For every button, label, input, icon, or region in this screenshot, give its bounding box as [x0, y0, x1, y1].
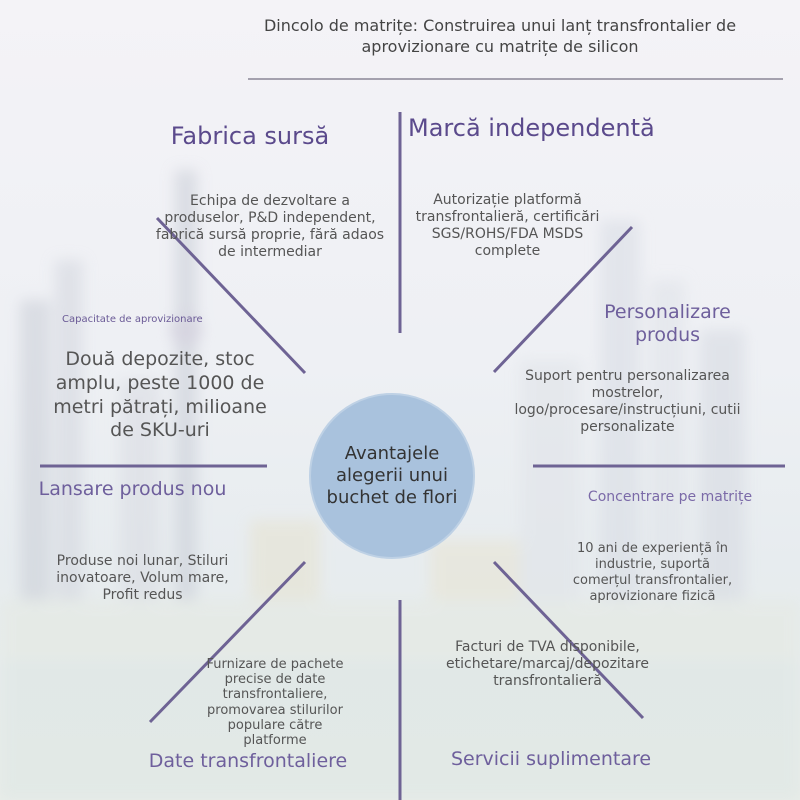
marca-independenta-title: Marcă independentă — [408, 114, 655, 142]
lansare-body: Produse noi lunar, Stiluri inovatoare, Volum mare, Profit redus — [56, 553, 229, 604]
fabrica-sursa-body: Echipa de dezvoltare a produselor, P&D independent, fabrică sursă proprie, fără adaos de intermediar — [155, 193, 385, 261]
lansare-title: Lansare produs nou — [38, 478, 227, 500]
capacitate-body: Două depozite, stoc amplu, peste 1000 de metri pătrați, milioane de SKU-uri — [53, 348, 267, 442]
concentrare-title: Concentrare pe matrițe — [587, 489, 753, 505]
personalizare-body: Suport pentru personalizarea mostrelor, logo/procesare/instrucțiuni, cutii personalizate — [514, 368, 741, 436]
fabrica-sursa-title: Fabrica sursă — [170, 122, 330, 150]
personalizare-title: Personalizare produs — [604, 301, 731, 347]
page-title: Dincolo de matrițe: Construirea unui lanț transfrontalier de aprovizionare cu matrițe de silicon — [263, 16, 737, 56]
capacitate-label: Capacitate de aprovizionare — [62, 314, 203, 325]
center-circle — [309, 393, 475, 559]
marca-independenta-body: Autorizație platformă transfrontalieră, certificări SGS/ROHS/FDA MSDS complete — [415, 192, 600, 260]
servicii-body: Facturi de TVA disponibile, etichetare/marcaj/depozitare transfrontalieră — [446, 639, 649, 690]
concentrare-body: 10 ani de experiență în industrie, suportă comerțul transfrontalier, aprovizionare fizică — [572, 541, 733, 604]
servicii-title: Servicii suplimentare — [450, 748, 652, 770]
date-body: Furnizare de pachete precise de date transfrontaliere, promovarea stilurilor populare către platforme — [206, 657, 344, 749]
center-label: Avantajele alegerii unui buchet de flori — [326, 443, 458, 508]
date-title: Date transfrontaliere — [148, 750, 348, 772]
